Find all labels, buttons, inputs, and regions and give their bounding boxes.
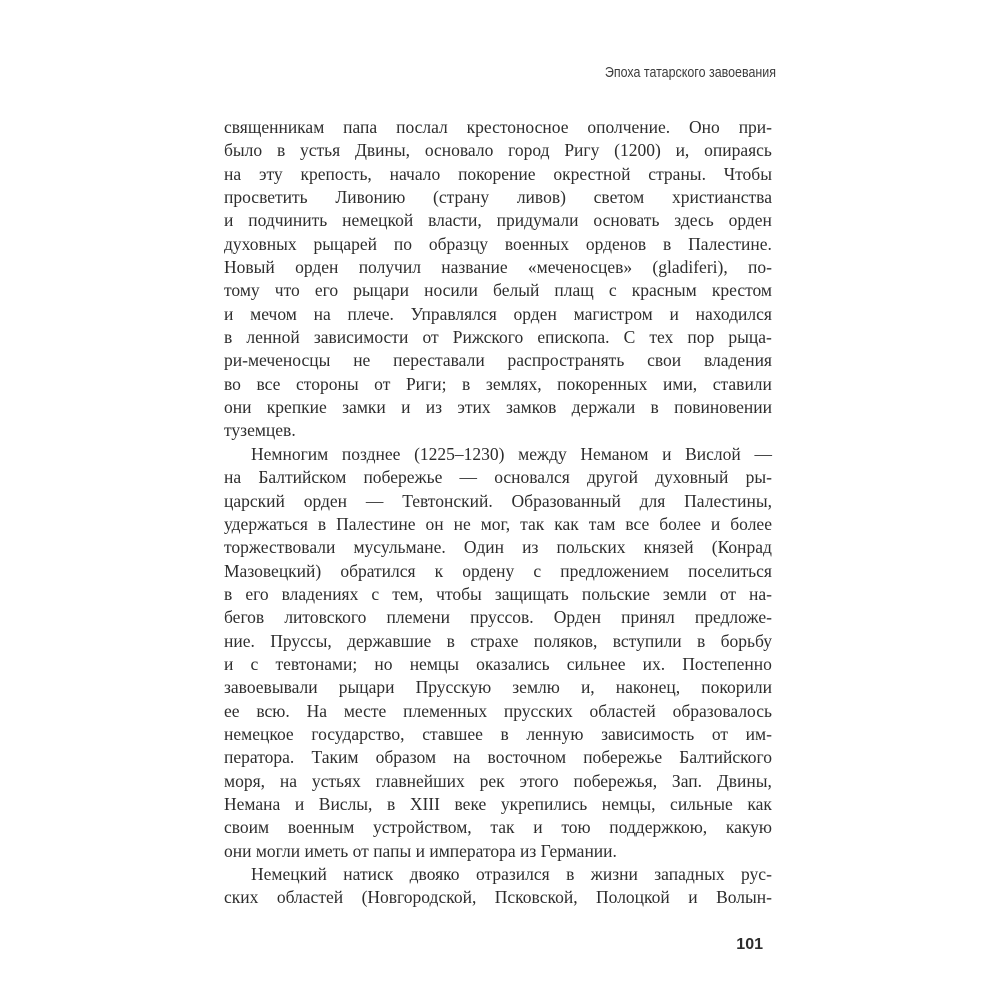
running-header: Эпоха татарского завоевания — [604, 65, 776, 81]
text-line: они могли иметь от папы и императора из Германии. — [224, 840, 617, 861]
text-line: ри-меченосцы не переставали распространять свои владения — [224, 350, 772, 371]
text-line: ние. Пруссы, державшие в страхе поляков, вступили в борьбу — [224, 630, 772, 651]
text-line: ских областей (Новгородской, Псковской, Полоцкой и Волын- — [224, 887, 772, 908]
text-line: духовных рыцарей по образцу военных орденов в Палестине. — [224, 233, 772, 254]
text-line: просветить Ливонию (страну ливов) светом христианства — [224, 187, 772, 208]
text-line: и подчинить немецкой власти, придумали основать здесь орден — [224, 210, 772, 231]
text-line: и мечом на плече. Управлялся орден магистром и находился — [224, 303, 772, 324]
text-line: в ленной зависимости от Рижского епископа. С тех пор рыца- — [224, 327, 772, 348]
text-line: удержаться в Палестине он не мог, так как там все более и более — [224, 513, 772, 534]
text-line: бегов литовского племени пруссов. Орден принял предложе- — [224, 607, 772, 628]
text-line: Немногим позднее (1225–1230) между Неманом и Вислой — — [251, 443, 772, 464]
text-line: туземцев. — [224, 420, 296, 441]
text-line: моря, на устьях главнейших рек этого побережья, Зап. Двины, — [224, 770, 772, 791]
text-line: торжествовали мусульмане. Один из польских князей (Конрад — [224, 537, 772, 558]
text-line: своим военным устройством, так и тою поддержкою, какую — [224, 817, 772, 838]
text-line: и с тевтонами; но немцы оказались сильнее их. Постепенно — [224, 653, 772, 674]
text-line: в его владениях с тем, чтобы защищать польские земли от на- — [224, 583, 772, 604]
page-content — [224, 116, 772, 910]
text-line: Новый орден получил название «меченосцев» (gladiferi), по- — [224, 257, 772, 278]
text-line: было в устья Двины, основало город Ригу (1200) и, опираясь — [224, 140, 772, 161]
text-line: ператора. Таким образом на восточном побережье Балтийского — [224, 747, 772, 768]
text-line: царский орден — Тевтонский. Образованный для Палестины, — [224, 490, 772, 511]
text-line: Немецкий натиск двояко отразился в жизни западных рус- — [251, 864, 772, 884]
text-line: ее всю. На месте племенных прусских областей образовалось — [224, 700, 772, 721]
text-line: немецкое государство, ставшее в ленную зависимость от им- — [224, 723, 772, 744]
text-line: во все стороны от Риги; в землях, покоренных ими, ставили — [224, 373, 772, 394]
page-number: 101 — [736, 936, 763, 953]
text-line: Немана и Вислы, в XIII веке укрепились немцы, сильные как — [224, 793, 772, 814]
text-line: тому что его рыцари носили белый плащ с красным крестом — [224, 280, 772, 301]
text-line: завоевывали рыцари Прусскую землю и, наконец, покорили — [224, 677, 772, 698]
text-line: священникам папа послал крестоносное ополчение. Оно при- — [224, 117, 772, 137]
text-line: Мазовецкий) обратился к ордену с предложением поселиться — [224, 560, 772, 581]
text-line: на эту крепость, начало покорение окрестной страны. Чтобы — [224, 163, 772, 184]
text-line: на Балтийском побережье — основался другой духовный ры- — [224, 467, 772, 488]
text-line: они крепкие замки и из этих замков держали в повиновении — [224, 397, 772, 418]
